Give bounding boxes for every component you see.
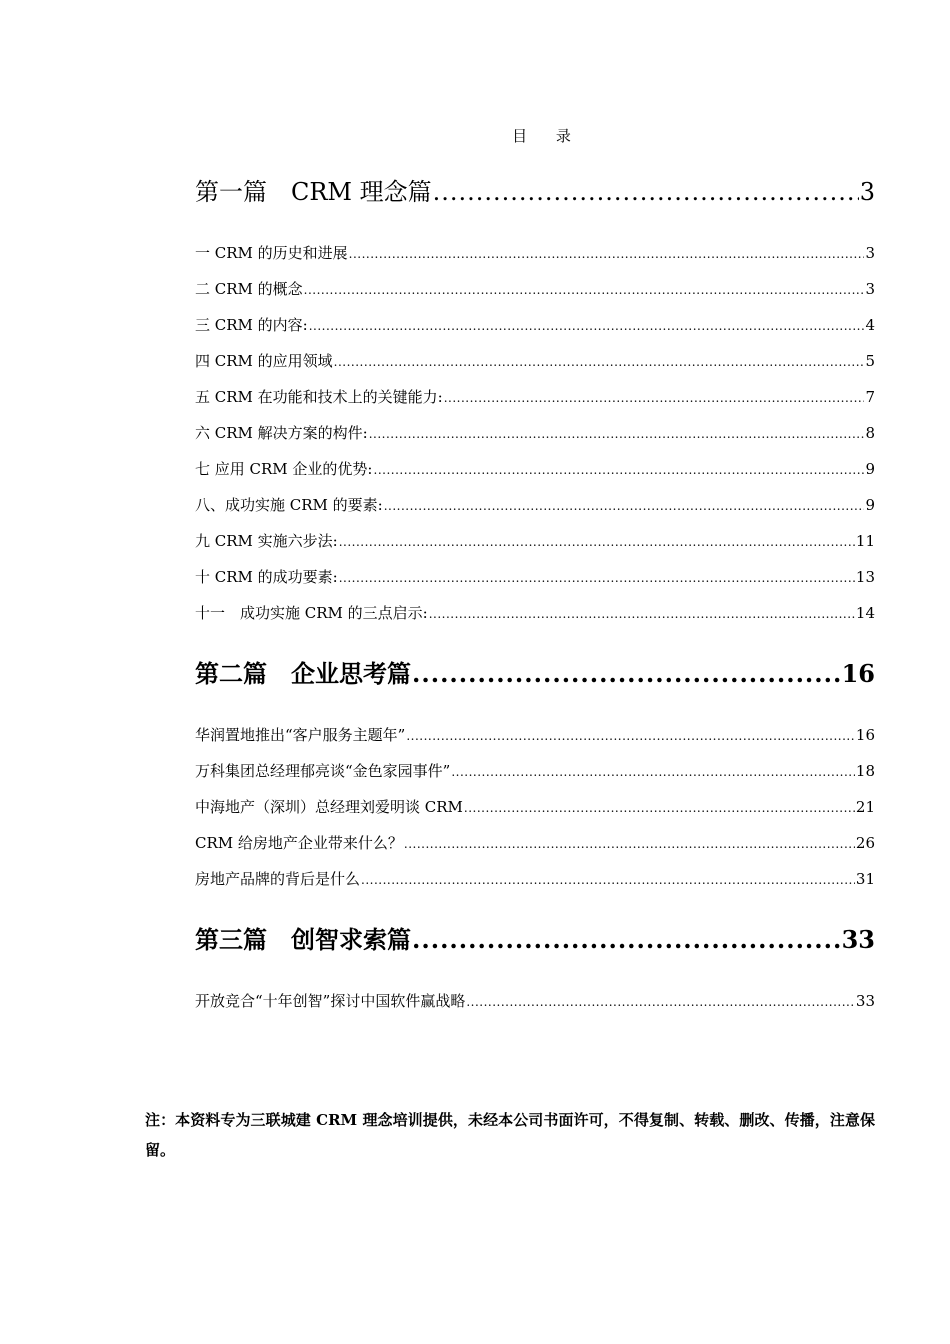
page-number: 4 xyxy=(865,316,875,334)
part-label: 第三篇 创智求索篇 xyxy=(195,925,411,954)
item-label: 万科集团总经理郁亮谈“金色家园事件” xyxy=(195,762,451,780)
copyright-note: 注：本资料专为三联城建 CRM 理念培训提供，未经本公司书面许可，不得复制、转载、删改、传播，注意保留。 xyxy=(145,1111,875,1159)
page-number: 33 xyxy=(855,992,875,1010)
toc-item[interactable] xyxy=(195,868,875,889)
dot-leader xyxy=(304,280,865,298)
toc-item[interactable] xyxy=(195,530,875,551)
page-number: 5 xyxy=(865,352,875,370)
dot-leader xyxy=(309,316,865,334)
dot-leader xyxy=(406,726,855,744)
dot-leader xyxy=(451,762,855,780)
page-number: 31 xyxy=(855,870,875,888)
toc-item[interactable] xyxy=(195,494,875,515)
item-label: 华润置地推出“客户服务主题年” xyxy=(195,726,406,744)
page-number: 26 xyxy=(855,834,875,852)
toc-item[interactable] xyxy=(195,314,875,335)
page-number: 7 xyxy=(865,388,875,406)
page-number: 21 xyxy=(855,798,875,816)
dot-leader xyxy=(433,178,859,206)
page-number: 33 xyxy=(841,925,875,954)
item-label: 房地产品牌的背后是什么 xyxy=(195,870,361,888)
item-label: 五 CRM 在功能和技术上的关键能力: xyxy=(195,388,443,406)
toc-part-2[interactable] xyxy=(195,654,875,689)
page-number: 3 xyxy=(865,280,875,298)
dot-leader xyxy=(412,925,841,954)
part-label: 第一篇 CRM 理念篇 xyxy=(195,178,432,206)
page-number: 16 xyxy=(841,659,875,688)
page-number: 8 xyxy=(865,424,875,442)
item-label: 四 CRM 的应用领域 xyxy=(195,352,333,370)
item-label: 三 CRM 的内容: xyxy=(195,316,308,334)
toc-item[interactable] xyxy=(195,990,875,1011)
page-number: 13 xyxy=(855,568,875,586)
item-label: 十一 成功实施 CRM 的三点启示: xyxy=(195,604,428,622)
toc-item[interactable] xyxy=(195,278,875,299)
dot-leader xyxy=(369,424,865,442)
dot-leader xyxy=(429,604,855,622)
item-label: 六 CRM 解决方案的构件: xyxy=(195,424,368,442)
dot-leader xyxy=(339,568,855,586)
toc-part-3[interactable] xyxy=(195,920,875,955)
page-number: 18 xyxy=(855,762,875,780)
toc-item[interactable] xyxy=(195,796,875,817)
item-label: 八、成功实施 CRM 的要素: xyxy=(195,496,383,514)
dot-leader xyxy=(464,798,855,816)
item-label: 开放竞合“十年创智”探讨中国软件赢战略 xyxy=(195,992,466,1010)
page-number: 3 xyxy=(859,178,875,206)
page-number: 9 xyxy=(865,460,875,478)
dot-leader xyxy=(412,659,841,688)
toc-item[interactable] xyxy=(195,386,875,407)
page-number: 16 xyxy=(855,726,875,744)
item-label: CRM 给房地产企业带来什么？ xyxy=(195,834,403,852)
toc-item[interactable] xyxy=(195,458,875,479)
item-label: 二 CRM 的概念 xyxy=(195,280,303,298)
dot-leader xyxy=(444,388,865,406)
toc-item[interactable] xyxy=(195,832,875,853)
toc-item[interactable] xyxy=(195,566,875,587)
page-number: 3 xyxy=(865,244,875,262)
item-label: 中海地产（深圳）总经理刘爱明谈 CRM xyxy=(195,798,463,816)
page-number: 11 xyxy=(855,532,875,550)
item-label: 十 CRM 的成功要素: xyxy=(195,568,338,586)
toc-item[interactable] xyxy=(195,602,875,623)
item-label: 七 应用 CRM 企业的优势: xyxy=(195,460,373,478)
toc-item[interactable] xyxy=(195,242,875,263)
dot-leader xyxy=(384,496,865,514)
dot-leader xyxy=(466,992,855,1010)
toc-heading: 目 录 xyxy=(512,127,583,145)
toc-item[interactable] xyxy=(195,724,875,745)
toc-item[interactable] xyxy=(195,760,875,781)
dot-leader xyxy=(361,870,855,888)
toc-part-1[interactable] xyxy=(195,172,875,207)
dot-leader xyxy=(349,244,865,262)
dot-leader xyxy=(374,460,865,478)
item-label: 一 CRM 的历史和进展 xyxy=(195,244,348,262)
dot-leader xyxy=(334,352,865,370)
dot-leader xyxy=(404,834,855,852)
toc-item[interactable] xyxy=(195,350,875,371)
page-number: 14 xyxy=(855,604,875,622)
item-label: 九 CRM 实施六步法: xyxy=(195,532,338,550)
part-label: 第二篇 企业思考篇 xyxy=(195,659,411,688)
page-number: 9 xyxy=(865,496,875,514)
toc-item[interactable] xyxy=(195,422,875,443)
dot-leader xyxy=(339,532,855,550)
